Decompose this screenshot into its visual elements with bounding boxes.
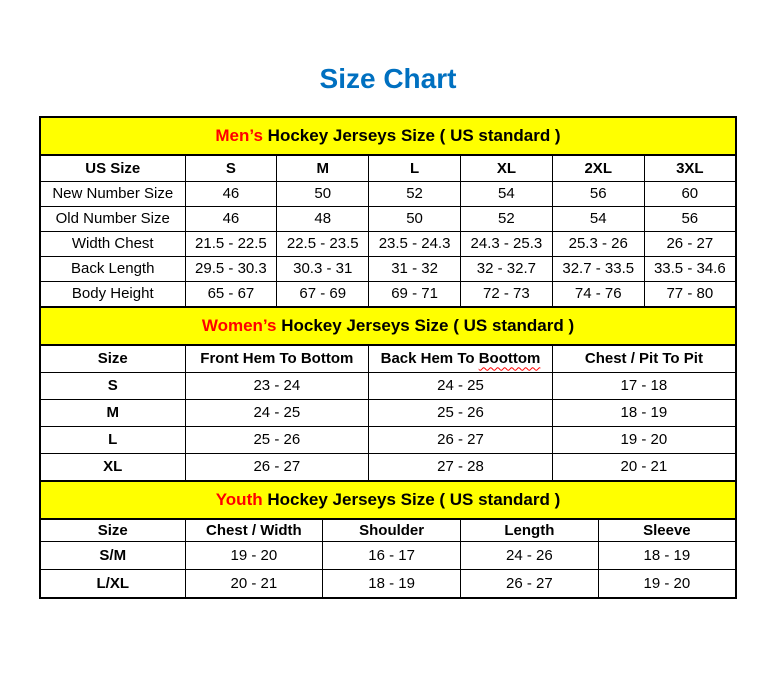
table-header-row [40,519,736,542]
size-value: 50 [369,206,461,231]
size-value: 18 - 19 [552,399,736,426]
column-header: 3XL [644,155,736,182]
size-value: 24 - 25 [185,399,369,426]
page-title: Size Chart [319,63,457,94]
row-label: M [40,399,185,426]
column-header: Size [40,345,185,373]
column-header: Length [461,519,599,542]
size-value: 74 - 76 [552,281,644,307]
row-label: Body Height [40,281,185,307]
row-label: L/XL [40,569,185,598]
section-title-prefix: Women’s [201,315,277,335]
size-value: 19 - 20 [552,426,736,453]
table-row [40,453,736,481]
section-title-prefix: Youth [215,489,263,509]
row-label: Width Chest [40,231,185,256]
size-value: 31 - 32 [369,256,461,281]
table-row [40,206,736,231]
column-header: L [369,155,461,182]
size-value: 26 - 27 [369,426,553,453]
row-label: XL [40,453,185,481]
womens-size-table [39,306,737,482]
size-value: 32.7 - 33.5 [552,256,644,281]
size-value: 29.5 - 30.3 [185,256,277,281]
size-value: 30.3 - 31 [277,256,369,281]
column-header [369,345,553,373]
size-value: 52 [460,206,552,231]
row-label: S [40,372,185,399]
size-value: 50 [277,181,369,206]
size-value: 26 - 27 [644,231,736,256]
mens-size-table [39,116,737,308]
size-value: 18 - 19 [323,569,461,598]
section-title-prefix: Men’s [215,125,263,145]
table-row [40,256,736,281]
size-value: 24.3 - 25.3 [460,231,552,256]
size-chart-page [0,64,776,692]
table-header-row [40,155,736,182]
column-header: Chest / Width [185,519,323,542]
table-row [40,372,736,399]
column-header: Sleeve [598,519,736,542]
size-value: 52 [369,181,461,206]
column-header: Shoulder [323,519,461,542]
section-title [40,481,736,519]
column-header-text: Back Hem To [380,350,475,368]
size-value: 26 - 27 [461,569,599,598]
row-label: S/M [40,541,185,569]
size-value: 25 - 26 [369,399,553,426]
section-title-rest: Hockey Jerseys Size ( US standard ) [267,489,561,509]
size-value: 17 - 18 [552,372,736,399]
size-value: 22.5 - 23.5 [277,231,369,256]
table-row [40,569,736,598]
column-header: Front Hem To Bottom [185,345,369,373]
section-title-rest: Hockey Jerseys Size ( US standard ) [281,315,575,335]
size-value: 69 - 71 [369,281,461,307]
size-value: 18 - 19 [598,541,736,569]
size-value: 26 - 27 [185,453,369,481]
section-title [40,307,736,345]
table-row [40,426,736,453]
size-value: 19 - 20 [598,569,736,598]
size-value: 25 - 26 [185,426,369,453]
column-header: US Size [40,155,185,182]
column-header: Size [40,519,185,542]
size-value: 24 - 26 [461,541,599,569]
size-value: 46 [185,181,277,206]
row-label: L [40,426,185,453]
size-value: 72 - 73 [460,281,552,307]
size-value: 24 - 25 [369,372,553,399]
table-row [40,181,736,206]
mens-section-header [40,117,736,155]
table-header-row [40,345,736,373]
column-header: M [277,155,369,182]
size-value: 67 - 69 [277,281,369,307]
table-row [40,541,736,569]
column-header: S [185,155,277,182]
row-label: New Number Size [40,181,185,206]
table-row [40,281,736,307]
size-value: 20 - 21 [185,569,323,598]
size-value: 32 - 32.7 [460,256,552,281]
section-title [40,117,736,155]
misspelled-word: Boottom [478,350,541,368]
size-value: 54 [552,206,644,231]
column-header: 2XL [552,155,644,182]
size-value: 65 - 67 [185,281,277,307]
size-value: 21.5 - 22.5 [185,231,277,256]
table-row [40,399,736,426]
size-value: 56 [644,206,736,231]
row-label: Old Number Size [40,206,185,231]
row-label: Back Length [40,256,185,281]
size-value: 46 [185,206,277,231]
size-value: 60 [644,181,736,206]
womens-section-header [40,307,736,345]
youth-section-header [40,481,736,519]
size-value: 48 [277,206,369,231]
youth-size-table [39,480,737,599]
column-header: XL [460,155,552,182]
size-value: 27 - 28 [369,453,553,481]
size-value: 54 [460,181,552,206]
size-value: 16 - 17 [323,541,461,569]
size-value: 23.5 - 24.3 [369,231,461,256]
table-row [40,231,736,256]
size-value: 20 - 21 [552,453,736,481]
size-value: 25.3 - 26 [552,231,644,256]
size-tables [39,116,737,599]
size-value: 56 [552,181,644,206]
size-value: 19 - 20 [185,541,323,569]
size-value: 23 - 24 [185,372,369,399]
section-title-rest: Hockey Jerseys Size ( US standard ) [267,125,561,145]
size-value: 77 - 80 [644,281,736,307]
column-header: Chest / Pit To Pit [552,345,736,373]
size-value: 33.5 - 34.6 [644,256,736,281]
